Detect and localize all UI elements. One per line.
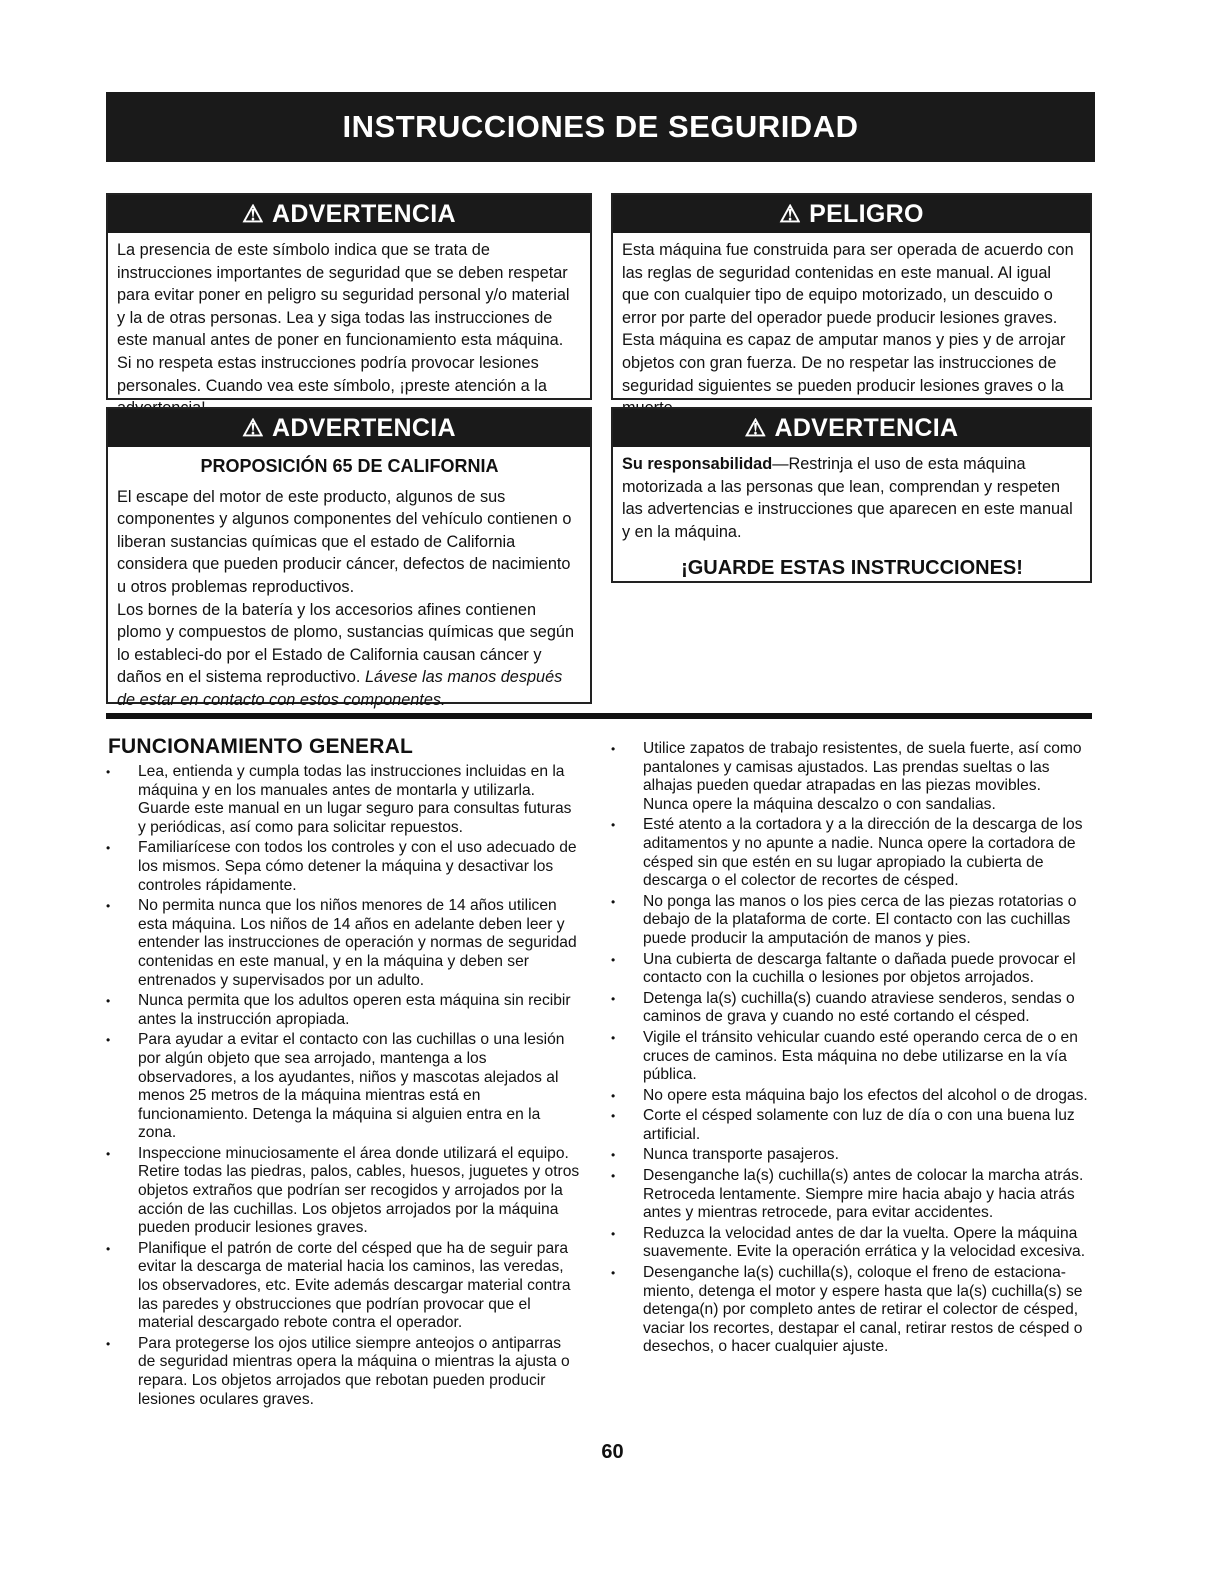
list-item: • Esté atento a la cortadora y a la dirección de la descarga de los aditamentos y no apunte a nadie. Nunca opere la cortadora de césped sin que estén en su lugar apropiado la cubierta de descarga o el colector de recortes de césped. — [611, 816, 1089, 890]
list-item: • No permita nunca que los niños menores de 14 años utilicen esta máquina. Los niños de 14 años en adelante deben leer y entender las instrucciones de operación y normas de seguridad contenidas en este manual, y en la máquina y deben ser entrenados y supervisados por un adulto. — [106, 897, 580, 990]
box-heading: PELIGRO — [809, 199, 924, 228]
box-heading: ADVERTENCIA — [271, 413, 456, 442]
box-body — [108, 447, 590, 718]
warning-box-symbol — [106, 193, 592, 400]
list-item: • Nunca permita que los adultos operen esta máquina sin recibir antes la instrucción apropiada. — [106, 992, 580, 1029]
responsibility-text — [622, 453, 1082, 543]
box-body — [613, 233, 1090, 426]
section-title: FUNCIONAMIENTO GENERAL — [108, 735, 414, 758]
list-item: • Vigile el tránsito vehicular cuando esté operando cerca de o en cruces de caminos. Esta máquina no debe utilizarse en la vía pública. — [611, 1029, 1089, 1085]
prop65-paragraph-2 — [117, 599, 582, 712]
box-text: La presencia de este símbolo indica que se trata de instrucciones importantes de seguridad que se deben respetar para evitar poner en peligro su seguridad personal y/o material y la de otras personas. Lea y siga todas las instrucciones de este manual antes de poner en funcionamiento esta máquina. Si no respeta estas instrucciones podría provocar lesiones personales. Cuando vea este símbolo, ¡preste atención a la — [117, 241, 570, 395]
list-item: • Detenga la(s) cuchilla(s) cuando atraviese senderos, sendas o caminos de grava y cuando no esté cortando el césped. — [611, 990, 1089, 1027]
page-number: 60 — [601, 1441, 624, 1463]
box-header — [613, 409, 1090, 447]
list-item: • Inspeccione minuciosamente el área donde utilizará el equipo. Retire todas las piedras, palos, cables, huesos, juguetes y otros objetos extraños que podrían ser recogidos y arrojados por la acción de las cuchillas. Los objetos arrojados por la máquina pueden producir lesiones graves. — [106, 1145, 580, 1238]
list-item: • Planifique el patrón de corte del césped que ha de seguir para evitar la descarga de material hacia los caminos, las veredas, los observadores, etc. Evite además descargar material contra las paredes y obstrucciones que podrían provocar que el material descargado rebote contra el operador. — [106, 1240, 580, 1333]
prop65-text: Los bornes de la batería y los accesorios afines contienen plomo y compuestos de plomo, sustancias químicas que según lo estableci-do por el Estado de California causan cáncer y daños en el sistema reproductivo. — [117, 600, 575, 687]
prop65-title: PROPOSICIÓN 65 DE CALIFORNIA — [200, 456, 499, 476]
list-item: • Reduzca la velocidad antes de dar la vuelta. Opere la máquina suavemente. Evite la operación errática y la velocidad excesiva. — [611, 1225, 1089, 1262]
left-bullet-list — [106, 763, 580, 1409]
list-item: • Para protegerse los ojos utilice siempre anteojos o antiparras de seguridad mientras opera la máquina o mientras la ajusta o repara. Los objetos arrojados que rebotan pueden producir lesiones oculares graves. — [106, 1335, 580, 1409]
box-heading: ADVERTENCIA — [774, 413, 959, 442]
box-body — [613, 447, 1090, 586]
box-text: Esta máquina fue construida para ser operada de acuerdo con las reglas de seguridad contenidas en este manual. Al igual que con cualquier tipo de equipo motorizado, un descuido o error por parte del operador puede producir lesiones graves. Esta máquina es capaz de amputar manos y pies y de arrojar objetos con gran fuerza. De no respetar las instrucciones de seguridad siguientes se pueden producir lesiones graves o la — [622, 241, 1074, 395]
warning-box-responsibility — [611, 407, 1092, 583]
box-body — [108, 233, 590, 426]
box-header — [108, 409, 590, 447]
list-item: • Utilice zapatos de trabajo resistentes, de suela fuerte, así como pantalones y camisas ajustados. Las prendas sueltas o las alhajas pueden quedar atrapadas en las piezas movibles. Nunca opere la máquina descalzo o con sandalias. — [611, 740, 1089, 814]
warning-triangle-icon: ⚠ — [744, 414, 767, 442]
list-item: • No ponga las manos o los pies cerca de las piezas rotatorias o debajo de la plataforma de corte. El contacto con las cuchillas puede producir la amputación de manos y pies. — [611, 893, 1089, 949]
list-item: • Familiarícese con todos los controles y con el uso adecuado de los mismos. Sepa cómo detener la máquina y desactivar los controles rápidamente. — [106, 839, 580, 895]
prop65-italic-note: Lávese las manos después de estar en contacto con estos componentes. — [117, 668, 563, 709]
danger-box — [611, 193, 1092, 400]
left-column — [106, 763, 580, 1411]
box-header — [613, 195, 1090, 233]
list-item: • Para ayudar a evitar el contacto con las cuchillas o una lesión por algún objeto que sea arrojado, mantenga a los observadores, a los ayudantes, niños y mascotas alejados al menos 25 metros de la máquina mientras está en funcionamiento. Detenga la máquina si alguien entra en la zona. — [106, 1031, 580, 1143]
warning-triangle-icon: ⚠ — [242, 200, 264, 228]
box-header — [108, 195, 590, 233]
list-item: • Lea, entienda y cumpla todas las instrucciones incluidas en la máquina y en los manuales antes de montarla y utilizarla. Guarde este manual en un lugar seguro para consultas futuras y periódicas, así como para solicitar repuestos. — [106, 763, 580, 837]
warning-triangle-icon: ⚠ — [242, 414, 264, 442]
warning-triangle-icon: ⚠ — [779, 200, 802, 228]
save-instructions-note: ¡GUARDE ESTAS INSTRUCCIONES! — [681, 557, 1023, 580]
list-item: • Nunca transporte pasajeros. — [611, 1146, 1089, 1165]
page-banner — [106, 92, 1095, 162]
responsibility-lead: Su responsabilidad — [622, 455, 773, 473]
warning-box-prop65 — [106, 407, 592, 709]
list-item: • Desenganche la(s) cuchilla(s), coloque el freno de estaciona-miento, detenga el motor y espere hasta que la(s) cuchilla(s) se detenga(n) por completo antes de retirar el colector de césped, vaciar los recortes, destapar el canal, retirar restos de césped o desechos, o hacer cualquier ajuste. — [611, 1264, 1089, 1357]
list-item: • Una cubierta de descarga faltante o dañada puede provocar el contacto con la cuchilla o lesiones por objetos arrojados. — [611, 951, 1089, 988]
prop65-paragraph-1: El escape del motor de este producto, algunos de sus componentes y algunos componentes del vehículo contienen o liberan sustancias químicas que el estado de California considera que pueden producir cáncer, defectos de nacimiento u otros problemas reproductivos. — [117, 487, 572, 596]
page-title: INSTRUCCIONES DE SEGURIDAD — [342, 109, 859, 144]
box-heading: ADVERTENCIA — [271, 199, 456, 228]
list-item: • No opere esta máquina bajo los efectos del alcohol o de drogas. — [611, 1087, 1089, 1106]
responsibility-body: —Restrinja el uso de esta máquina motorizada a las personas que lean, comprendan y respeten las advertencias e instrucciones que aparecen en este manual y en la máquina. — [622, 455, 1073, 541]
list-item: • Desenganche la(s) cuchilla(s) antes de colocar la marcha atrás. Retroceda lentamente. Siempre mire hacia abajo y hacia atrás antes y mientras retrocede, para evitar accidentes. — [611, 1167, 1089, 1223]
right-bullet-list — [611, 740, 1089, 1357]
list-item: • Corte el césped solamente con luz de día o con una buena luz artificial. — [611, 1107, 1089, 1144]
right-column — [611, 740, 1089, 1359]
section-divider — [106, 713, 1092, 719]
